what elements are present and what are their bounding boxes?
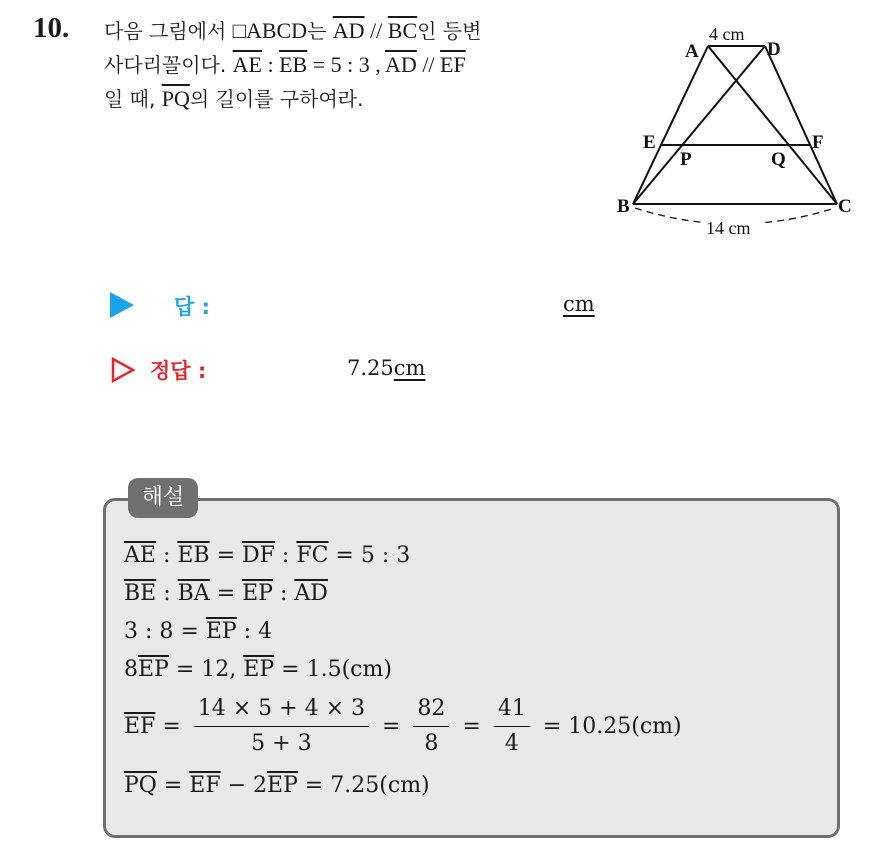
explanation-tag: 해설	[128, 478, 198, 518]
square-symbol: □	[232, 18, 246, 43]
explanation-line-6: $\overline{PQ} = \overline{EF} - 2\overline{EP} = 7.25(cm)$	[124, 773, 430, 798]
segment-ab	[633, 46, 708, 204]
bottom-length-label: 14 cm	[706, 218, 751, 238]
outline-triangle-icon	[110, 357, 136, 383]
play-triangle-icon	[110, 292, 134, 318]
label-e: E	[643, 132, 656, 153]
answer-row	[110, 288, 610, 324]
question-line-1: 다음 그림에서 □ABCD는 $\overline{AD} // \overline{BC}$인 등변	[104, 18, 482, 43]
explanation-line-5: $\overline{EF}$ = $\frac{14 \times 5 + 4 \times 3}{5 + 3}$ = $\frac{82}{8}$ = $\frac{41}{4}$ = 10.25(cm)	[124, 696, 682, 756]
label-d: D	[767, 39, 781, 60]
correct-label: 정답 :	[150, 359, 207, 383]
diagonal-ac	[708, 46, 837, 204]
fraction-1: $\frac{14 \times 5 + 4 \times 3}{5 + 3}$	[194, 696, 369, 757]
label-q: Q	[771, 149, 786, 170]
label-a: A	[685, 41, 699, 62]
fraction-2: $\frac{82}{8}$	[413, 696, 449, 757]
trapezoid-figure	[605, 22, 865, 247]
answer-label: 답 :	[174, 295, 210, 319]
explanation-line-4: $8\overline{EP} = 12$, $\overline{EP} = 1.5(cm)$	[124, 657, 392, 682]
correct-value: 7.25cm	[347, 356, 426, 380]
correct-answer-row	[110, 352, 610, 388]
question-line-2: 사다리꼴이다. $\overline{AE}$ : $\overline{EB} = 5$ : 3 , $\overline{AD} // \overline{EF}$	[104, 52, 466, 77]
diagonal-bd	[633, 46, 765, 204]
top-length-label: 4 cm	[709, 24, 745, 44]
answer-unit: cm	[563, 292, 595, 316]
label-f: F	[812, 132, 824, 153]
segment-dc	[765, 46, 837, 204]
explanation-line-1: $\overline{AE}$ : $\overline{EB} = \overline{DF}$ : $\overline{FC} = 5$ : 3	[124, 543, 411, 568]
fraction-3: $\frac{41}{4}$	[494, 696, 530, 757]
label-b: B	[617, 196, 630, 217]
question-number: 10.	[33, 12, 70, 44]
label-p: P	[680, 149, 692, 170]
label-c: C	[838, 196, 852, 217]
question-line-3: 일 때, $\overline{PQ}$의 길이를 구하여라.	[104, 86, 364, 111]
explanation-line-2: $\overline{BE}$ : $\overline{BA} = \overline{EP}$ : $\overline{AD}$	[124, 581, 328, 606]
explanation-line-3: 3 : $8 = \overline{EP}$ : 4	[124, 619, 273, 644]
question-text	[104, 14, 604, 116]
